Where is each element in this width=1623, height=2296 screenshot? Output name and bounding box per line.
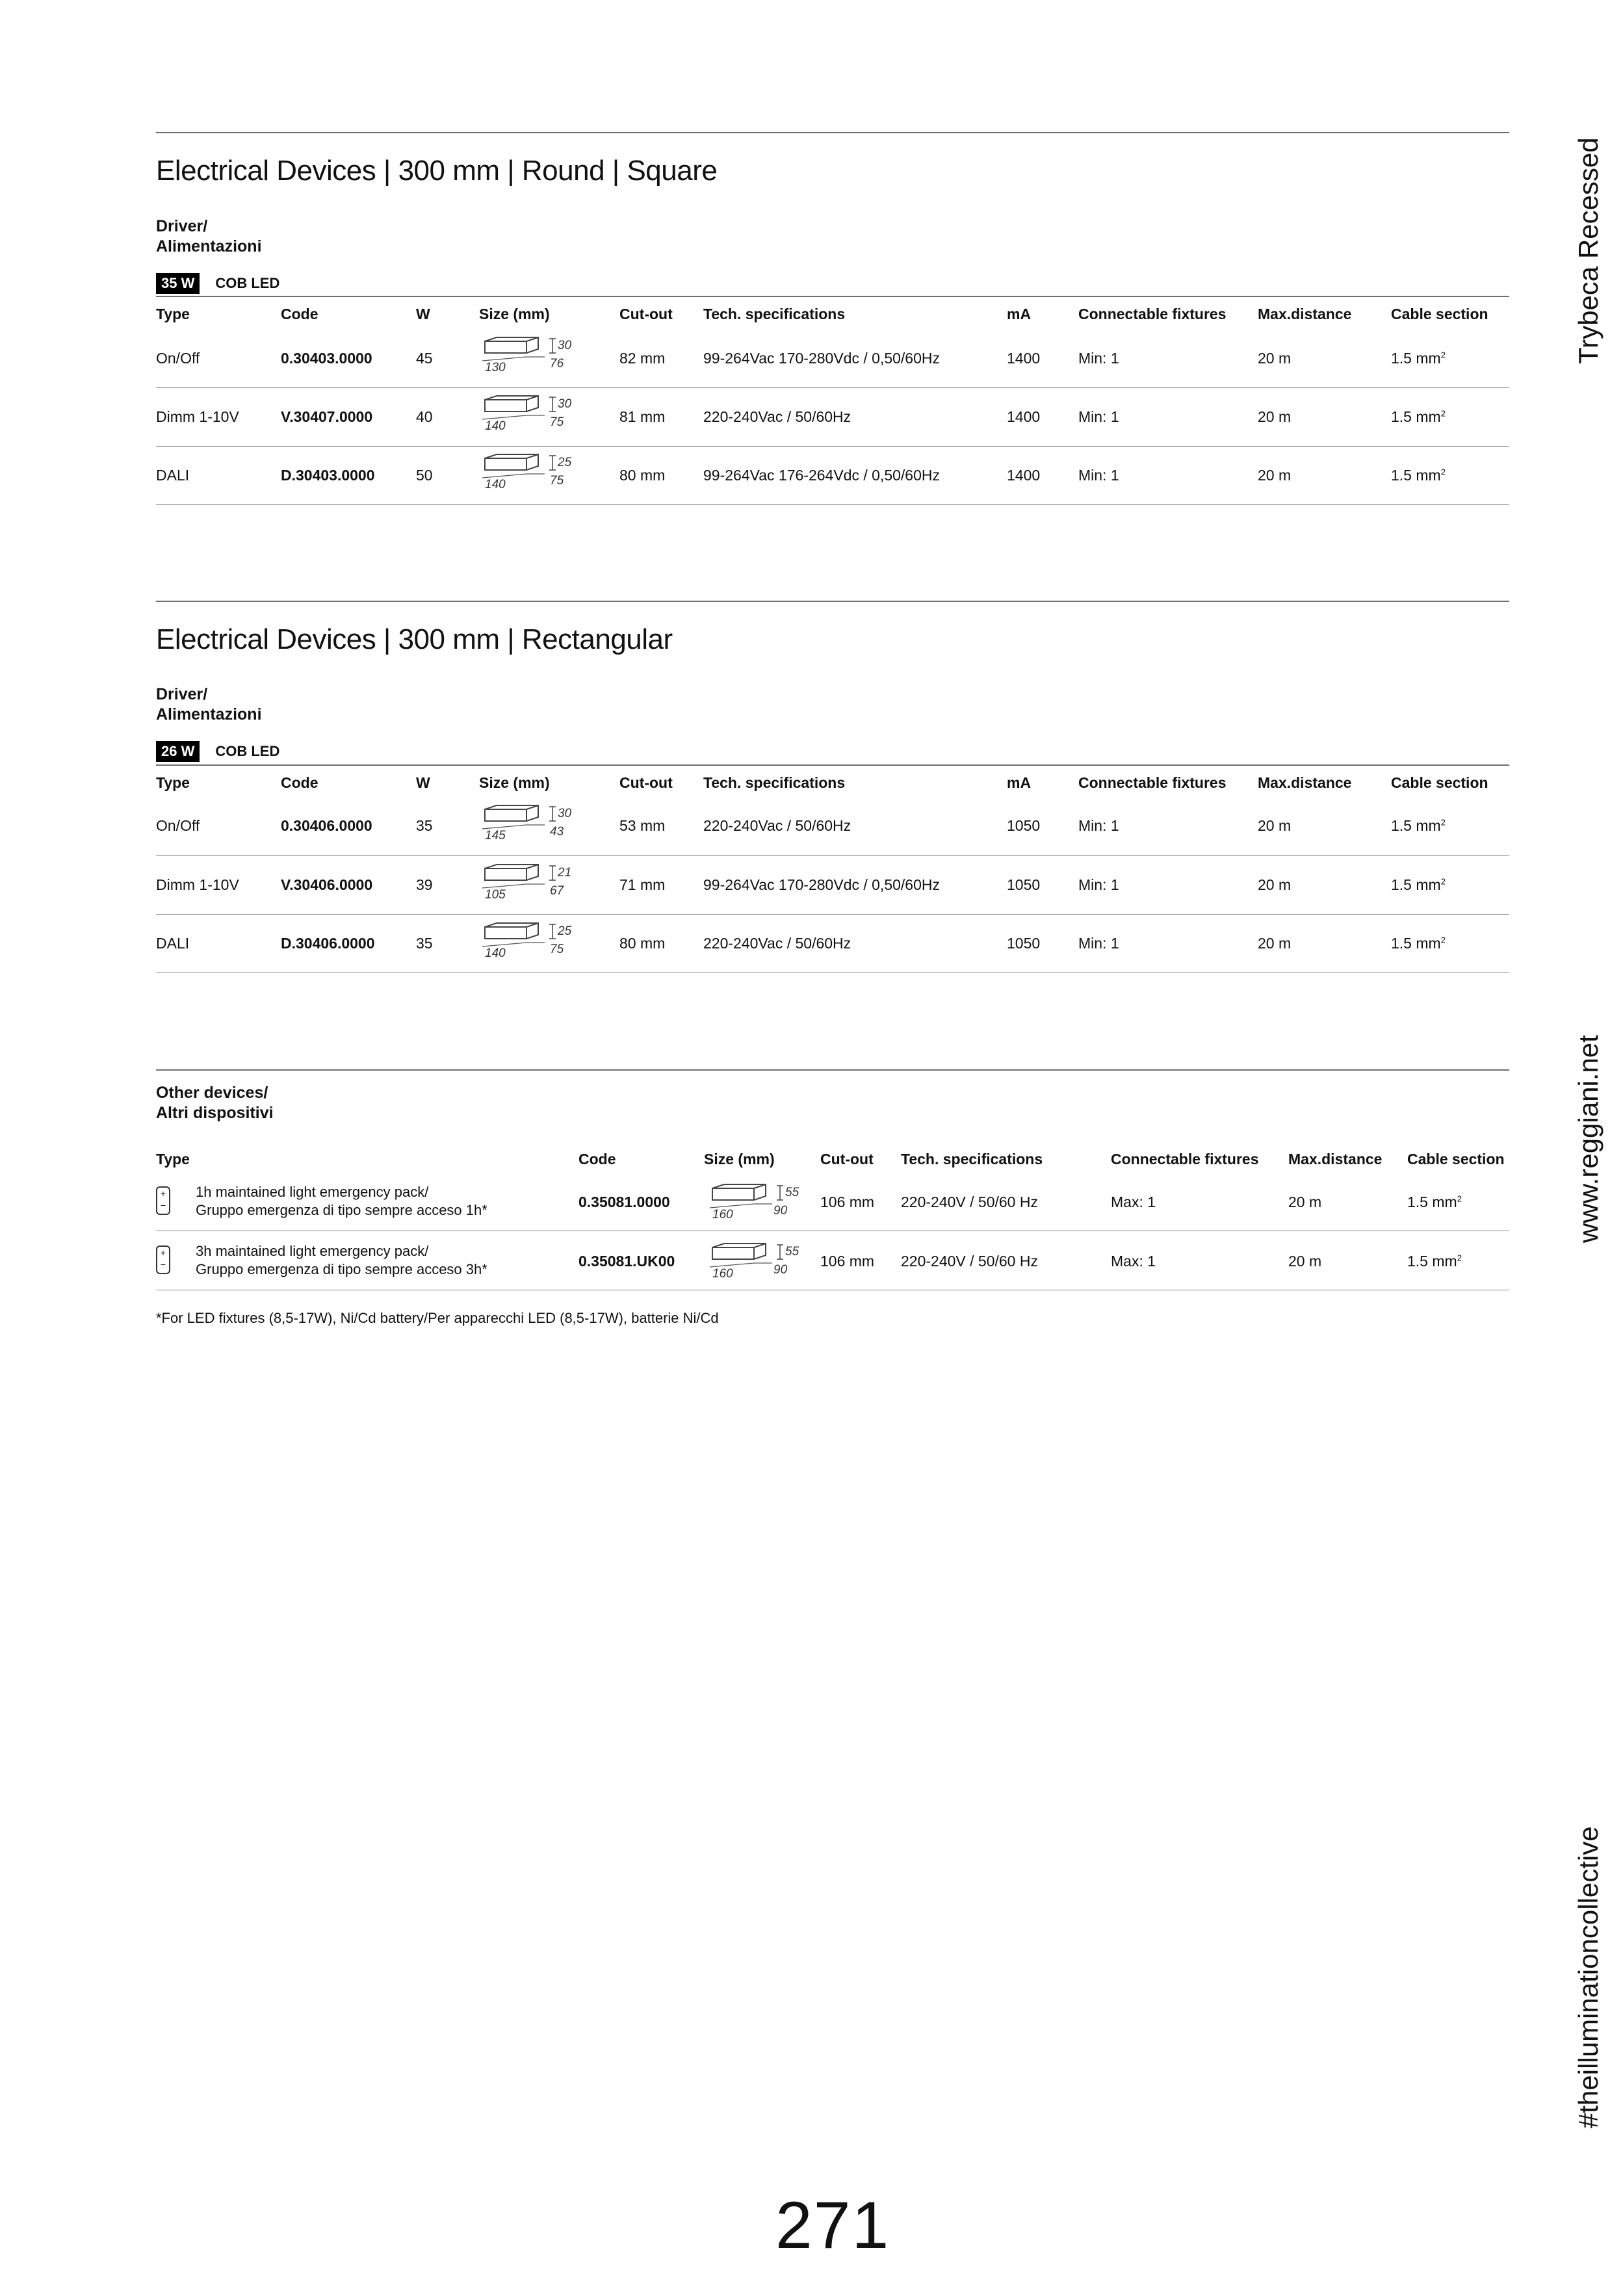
cell-cable: 1.5 $mm^2$ [1407, 1253, 1462, 1270]
section-divider [156, 132, 1509, 133]
col-header-fixtures: Connectable fixtures [1111, 1151, 1259, 1168]
driver-box-icon [481, 920, 585, 963]
col-header-tech: Tech. specifications [703, 774, 846, 791]
dim-width: 75 [550, 474, 564, 488]
cell-tech: 220-240Vac / 50/60Hz [703, 408, 851, 425]
col-header-cutout: Cut-out [619, 774, 673, 791]
cell-cutout: 80 mm [619, 935, 666, 952]
section-subtitle: Driver/ Alimentazioni [156, 217, 262, 255]
col-header-maxdist: Max.distance [1288, 1151, 1383, 1168]
dim-width: 67 [550, 884, 564, 898]
dim-width: 75 [550, 415, 564, 429]
cell-cable: 1.5 $mm^2$ [1391, 876, 1446, 893]
col-header-code: Code [281, 306, 318, 322]
cell-maxdist: 20 m [1288, 1194, 1322, 1210]
cell-type: On/Off [156, 350, 200, 367]
dim-height: 55 [785, 1186, 799, 1199]
cell-fixtures: Min: 1 [1078, 467, 1119, 484]
cell-code: 0.35081.UK00 [578, 1253, 675, 1270]
cell-type: On/Off [156, 817, 200, 834]
cell-tech: 99-264Vac 176-264Vdc / 0,50/60Hz [703, 467, 940, 484]
col-header-code: Code [578, 1151, 616, 1168]
dim-width: 90 [773, 1263, 788, 1277]
driver-box-icon [481, 393, 585, 436]
wattage-badge: 35 W [156, 273, 200, 294]
col-header-maxdist: Max.distance [1258, 774, 1352, 791]
cell-cutout: 82 mm [619, 350, 666, 367]
row-divider [156, 387, 1509, 388]
cell-type: Dimm 1-10V [156, 408, 239, 425]
cell-cable: 1.5 $mm^2$ [1391, 350, 1446, 367]
col-header-fixtures: Connectable fixtures [1078, 306, 1227, 322]
col-header-ma: mA [1007, 774, 1032, 791]
cell-code: D.30406.0000 [281, 935, 375, 952]
row-divider [156, 446, 1509, 447]
cell-w: 39 [416, 876, 433, 893]
cell-cutout: 81 mm [619, 408, 666, 425]
cell-code: 0.30403.0000 [281, 350, 372, 367]
side-hashtag: #theilluminationcollective [1573, 1826, 1604, 2128]
battery-icon: + − [156, 1186, 170, 1215]
cell-code: V.30406.0000 [281, 876, 373, 893]
dim-length: 130 [485, 361, 506, 374]
col-header-size: Size (mm) [704, 1151, 775, 1168]
cell-cutout: 53 mm [619, 817, 666, 834]
cell-w: 35 [416, 935, 433, 952]
row-divider [156, 504, 1509, 505]
cell-tech: 99-264Vac 170-280Vdc / 0,50/60Hz [703, 350, 940, 367]
cell-tech: 220-240V / 50/60 Hz [901, 1253, 1038, 1270]
col-header-tech: Tech. specifications [901, 1151, 1043, 1168]
driver-box-icon [481, 803, 585, 845]
dim-length: 140 [485, 946, 506, 960]
section-divider [156, 601, 1509, 602]
cell-cable: 1.5 $mm^2$ [1391, 935, 1446, 952]
col-header-w: W [416, 774, 430, 791]
cell-fixtures: Min: 1 [1078, 408, 1119, 425]
dim-height: 55 [785, 1245, 799, 1259]
col-header-type: Type [156, 306, 190, 322]
col-header-code: Code [281, 774, 318, 791]
dim-length: 160 [712, 1267, 733, 1281]
cell-ma: 1050 [1007, 817, 1041, 834]
cell-type: 3h maintained light emergency pack/ Gruppo emergenza di tipo sempre acceso 3h* [196, 1243, 487, 1277]
side-website: www.reggiani.net [1573, 1035, 1604, 1243]
section-subtitle: Other devices/ Altri dispositivi [156, 1084, 274, 1122]
col-header-tech: Tech. specifications [703, 306, 846, 322]
driver-box-icon [481, 335, 585, 377]
cell-w: 50 [416, 467, 433, 484]
emergency-box-icon [708, 1241, 812, 1283]
cell-maxdist: 20 m [1258, 467, 1292, 484]
cell-type: Dimm 1-10V [156, 876, 239, 893]
cell-code: V.30407.0000 [281, 408, 373, 425]
col-header-cable: Cable section [1407, 1151, 1505, 1168]
col-header-cutout: Cut-out [619, 306, 673, 322]
table-top-rule [156, 764, 1509, 766]
dim-height: 30 [558, 807, 572, 820]
cell-maxdist: 20 m [1258, 817, 1292, 834]
dim-height: 25 [558, 924, 572, 938]
table-top-rule [156, 296, 1509, 297]
cell-ma: 1400 [1007, 408, 1041, 425]
cell-ma: 1400 [1007, 467, 1041, 484]
col-header-maxdist: Max.distance [1258, 306, 1352, 322]
dim-width: 76 [550, 357, 564, 371]
col-header-fixtures: Connectable fixtures [1078, 774, 1227, 791]
col-header-cutout: Cut-out [820, 1151, 874, 1168]
cell-ma: 1050 [1007, 935, 1041, 952]
cell-fixtures: Min: 1 [1078, 350, 1119, 367]
cell-maxdist: 20 m [1288, 1253, 1322, 1270]
section-title: Electrical Devices | 300 mm | Rectangular [156, 623, 673, 655]
cell-maxdist: 20 m [1258, 935, 1292, 952]
dim-height: 30 [558, 339, 572, 352]
cell-fixtures: Max: 1 [1111, 1194, 1156, 1210]
section-subtitle: Driver/ Alimentazioni [156, 685, 262, 724]
dim-width: 75 [550, 943, 564, 956]
cell-cutout: 71 mm [619, 876, 666, 893]
cell-cable: 1.5 $mm^2$ [1391, 817, 1446, 834]
battery-icon: + − [156, 1246, 170, 1274]
cell-code: D.30403.0000 [281, 467, 375, 484]
cell-type: 1h maintained light emergency pack/ Gruppo emergenza di tipo sempre acceso 1h* [196, 1184, 487, 1218]
cell-type: DALI [156, 467, 190, 484]
dim-length: 160 [712, 1208, 733, 1221]
cell-cutout: 80 mm [619, 467, 666, 484]
cell-maxdist: 20 m [1258, 876, 1292, 893]
side-collection-name: Trybeca Recessed [1573, 137, 1604, 364]
dim-width: 90 [773, 1204, 788, 1218]
footnote: *For LED fixtures (8,5-17W), Ni/Cd battery/Per apparecchi LED (8,5-17W), batterie Ni/Cd [156, 1310, 719, 1326]
page-number: 271 [775, 2188, 890, 2262]
col-header-size: Size (mm) [479, 774, 550, 791]
dim-height: 30 [558, 397, 572, 411]
cell-fixtures: Min: 1 [1078, 817, 1119, 834]
dim-height: 21 [558, 866, 572, 880]
col-header-cable: Cable section [1391, 774, 1488, 791]
cell-w: 40 [416, 408, 433, 425]
row-divider [156, 914, 1509, 915]
wattage-badge: 26 W [156, 741, 200, 762]
section-divider [156, 1069, 1509, 1071]
emergency-box-icon [708, 1182, 812, 1224]
dim-length: 145 [485, 829, 506, 842]
cell-tech: 220-240V / 50/60 Hz [901, 1194, 1038, 1210]
col-header-type: Type [156, 774, 190, 791]
cell-cable: 1.5 $mm^2$ [1391, 467, 1446, 484]
col-header-size: Size (mm) [479, 306, 550, 322]
cell-ma: 1400 [1007, 350, 1041, 367]
cell-w: 45 [416, 350, 433, 367]
cell-maxdist: 20 m [1258, 350, 1292, 367]
cell-maxdist: 20 m [1258, 408, 1292, 425]
light-source-label: COB LED [215, 743, 280, 759]
col-header-cable: Cable section [1391, 306, 1488, 322]
cell-cutout: 106 mm [820, 1194, 875, 1210]
cell-tech: 220-240Vac / 50/60Hz [703, 935, 851, 952]
dim-length: 105 [485, 888, 506, 902]
cell-ma: 1050 [1007, 876, 1041, 893]
cell-tech: 220-240Vac / 50/60Hz [703, 817, 851, 834]
col-header-type: Type [156, 1151, 190, 1168]
dim-width: 43 [550, 825, 564, 839]
cell-code: 0.35081.0000 [578, 1194, 670, 1210]
cell-cable: 1.5 $mm^2$ [1407, 1194, 1462, 1210]
row-divider [156, 855, 1509, 856]
cell-tech: 99-264Vac 170-280Vdc / 0,50/60Hz [703, 876, 940, 893]
cell-cutout: 106 mm [820, 1253, 875, 1270]
dim-length: 140 [485, 478, 506, 491]
dim-length: 140 [485, 419, 506, 433]
cell-type: DALI [156, 935, 190, 952]
power-badge [156, 272, 279, 294]
driver-box-icon [481, 862, 585, 904]
dim-height: 25 [558, 456, 572, 469]
cell-cable: 1.5 $mm^2$ [1391, 408, 1446, 425]
driver-box-icon [481, 452, 585, 494]
cell-code: 0.30406.0000 [281, 817, 372, 834]
cell-fixtures: Max: 1 [1111, 1253, 1156, 1270]
cell-fixtures: Min: 1 [1078, 876, 1119, 893]
cell-fixtures: Min: 1 [1078, 935, 1119, 952]
section-title: Electrical Devices | 300 mm | Round | Square [156, 155, 718, 187]
power-badge [156, 740, 279, 763]
cell-w: 35 [416, 817, 433, 834]
light-source-label: COB LED [215, 275, 280, 291]
col-header-ma: mA [1007, 306, 1032, 322]
col-header-w: W [416, 306, 430, 322]
